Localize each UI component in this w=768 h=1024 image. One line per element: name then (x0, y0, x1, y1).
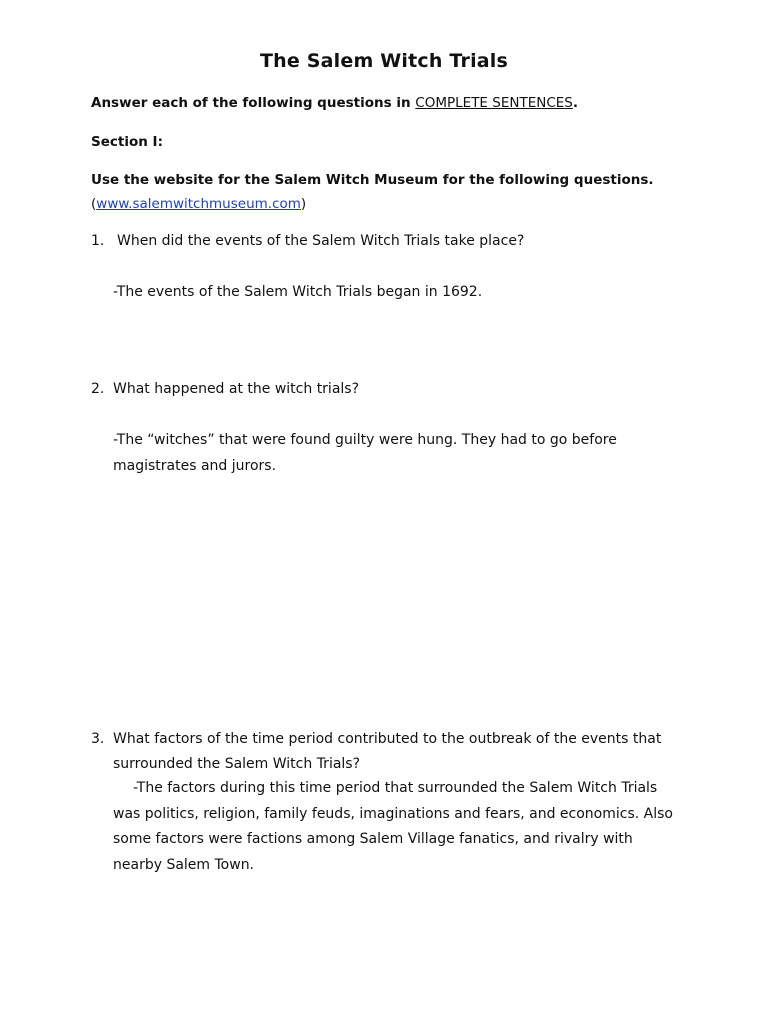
museum-website-link[interactable]: www.salemwitchmuseum.com (96, 196, 301, 212)
question-1-text: When did the events of the Salem Witch Trials take place? (117, 233, 525, 249)
instructions-emphasis: COMPLETE SENTENCES (415, 95, 573, 111)
answer-2-text: -The “witches” that were found guilty were hung. They had to go before magistrates and jurors. (113, 432, 617, 474)
instructions-prefix: Answer each of the following questions in (91, 95, 416, 111)
answer-3-text: -The factors during this time period that surrounded the Salem Witch Trials was politics, religion, family feuds, imaginations and fears, and economics. Also some factors were factions among Salem Village fanatics, and rivalry with nearby Salem Town. (113, 780, 673, 873)
website-link-line (91, 196, 306, 212)
question-1-number: 1. (91, 233, 105, 249)
section-label: Section I: (91, 134, 163, 150)
question-2-text: What happened at the witch trials? (113, 381, 360, 397)
document-title: The Salem Witch Trials (259, 50, 509, 72)
instructions-suffix: . (572, 95, 578, 111)
question-3-number: 3. (91, 731, 105, 747)
website-instruction: Use the website for the Salem Witch Museum for the following questions. (91, 172, 654, 188)
instructions-line (91, 95, 578, 111)
question-2-number: 2. (91, 381, 105, 397)
answer-3-block (113, 776, 681, 878)
question-3-text: What factors of the time period contributed to the outbreak of the events that surrounded the Salem Witch Trials? (113, 731, 662, 772)
open-paren: ( (91, 196, 97, 212)
close-paren: ) (300, 196, 307, 212)
answer-1-text: -The events of the Salem Witch Trials began in 1692. (113, 284, 483, 300)
